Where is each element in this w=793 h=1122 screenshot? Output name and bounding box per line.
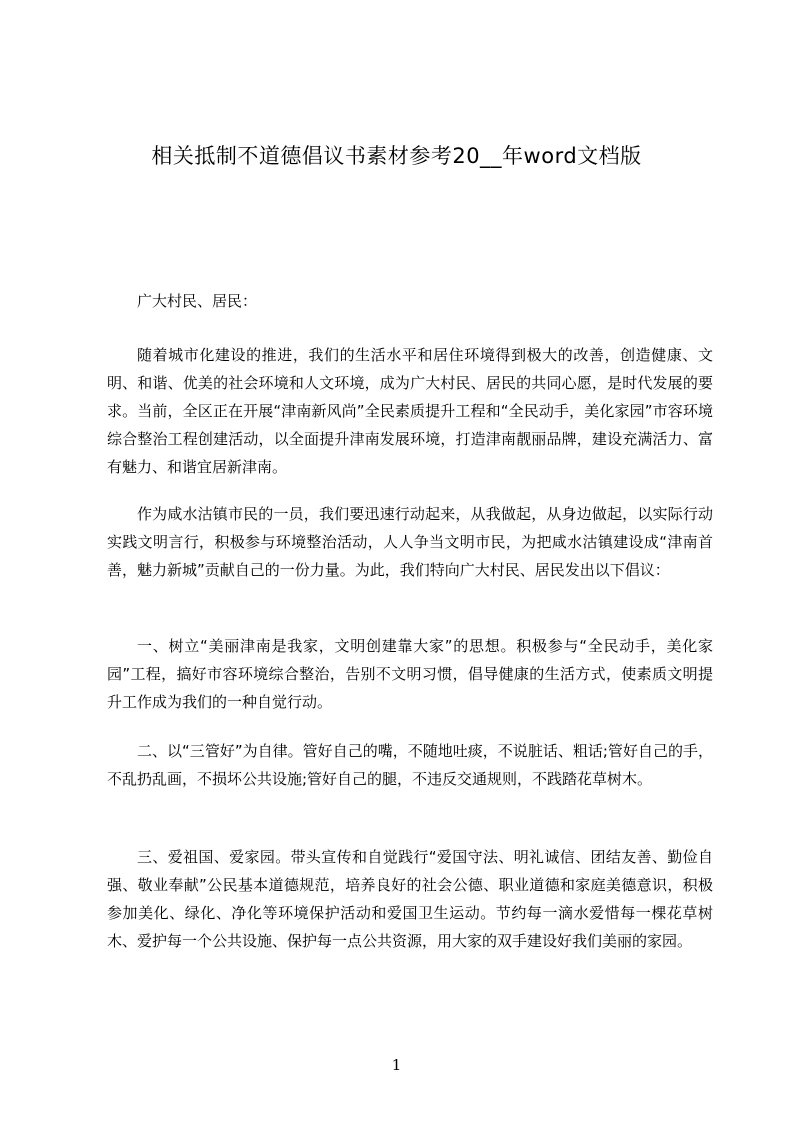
paragraph-item-one: 一、树立“美丽津南是我家，文明创建靠大家”的思想。积极参与“全民动手，美化家园”工程，搞好市容环境综合整治，告别不文明习惯，倡导健康的生活方式，使素质文明提升工作成为我们的一种自觉行动。 — [107, 637, 713, 711]
paragraph-intro: 随着城市化建设的推进，我们的生活水平和居住环境得到极大的改善，创造健康、文明、和谐、优美的社会环境和人文环境，成为广大村民、居民的共同心愿，是时代发展的要求。当前，全区正在开展“津南新风尚”全民素质提升工程和“全民动手，美化家园”市容环境综合整治工程创建活动，以全面提升津南发展环境，打造津南靓丽品牌，建设充满活力、富有魅力、和谐宜居新津南。 — [107, 346, 713, 476]
page-number: 1 — [391, 1056, 402, 1074]
paragraph-item-three: 三、爱祖国、爱家园。带头宣传和自觉践行“爱国守法、明礼诚信、团结友善、勤俭自强、敬业奉献”公民基本道德规范，培养良好的社会公德、职业道德和家庭美德意识，积极参加美化、绿化、净化等环境保护活动和爱国卫生运动。节约每一滴水爱惜每一棵花草树木、爱护每一个公共设施、保护每一点公共资源，用大家的双手建设好我们美丽的家园。 — [107, 848, 713, 950]
salutation: 广大村民、居民： — [137, 292, 258, 310]
paragraph-call-to-action: 作为咸水沽镇市民的一员，我们要迅速行动起来，从我做起，从身边做起，以实际行动实践文明言行，积极参与环境整治活动，人人争当文明市民，为把咸水沽镇建设成“津南首善，魅力新城”贡献自己的一份力量。为此，我们特向广大村民、居民发出以下倡议： — [107, 505, 713, 579]
document-title: 相关抵制不道德倡议书素材参考20__年word文档版 — [151, 144, 642, 168]
paragraph-item-two: 二、以“三管好”为自律。管好自己的嘴，不随地吐痰，不说脏话、粗话;管好自己的手，不乱扔乱画，不损坏公共设施;管好自己的腿，不违反交通规则，不践踏花草树木。 — [107, 742, 713, 788]
